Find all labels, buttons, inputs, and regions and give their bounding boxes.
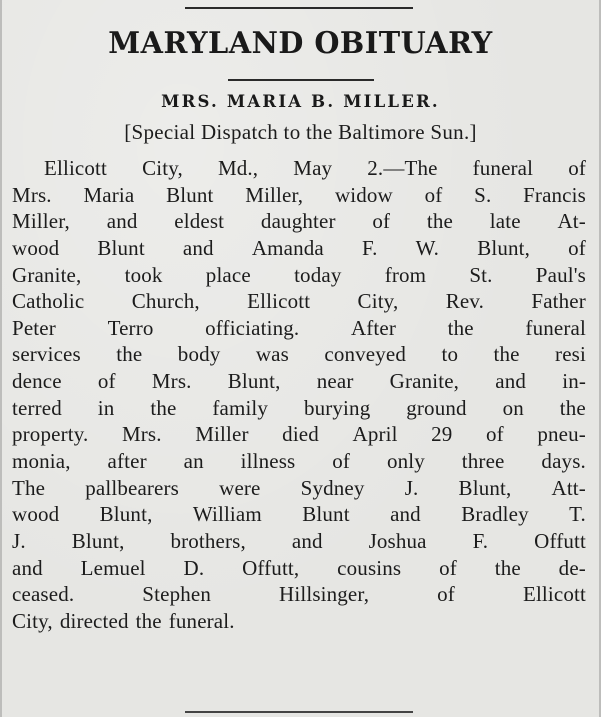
body-word: eldest	[174, 209, 225, 234]
body-word: William	[192, 502, 262, 527]
body-word: three	[461, 449, 505, 474]
body-line	[12, 581, 586, 608]
body-word: Lemuel	[80, 555, 146, 580]
body-word: of	[568, 156, 586, 180]
body-word: Catholic	[12, 289, 85, 314]
body-word: pneu-	[537, 422, 586, 447]
body-word: funeral.	[168, 608, 235, 633]
body-word: of	[372, 209, 391, 234]
body-word: and	[291, 528, 323, 553]
body-word: Father	[531, 289, 586, 314]
body-line	[12, 528, 586, 555]
body-word: took	[124, 262, 163, 287]
body-word: Ellicott	[522, 582, 586, 607]
body-word: Amanda	[251, 235, 324, 260]
body-word: directed	[59, 608, 129, 633]
body-word: Offutt	[534, 528, 586, 553]
body-word: family	[212, 395, 269, 420]
body-word: Mrs.	[121, 422, 162, 447]
body-word: Sydney	[300, 475, 365, 500]
body-word: St.	[469, 262, 493, 287]
body-word: Terro	[107, 315, 154, 340]
body-word: Offutt,	[242, 555, 300, 580]
body-word: Ellicott	[44, 156, 108, 180]
body-word: Miller	[195, 422, 249, 447]
body-word: illness	[240, 449, 296, 474]
top-rule	[185, 7, 413, 9]
body-word: were	[219, 475, 261, 500]
body-word: Blunt,	[227, 369, 281, 394]
body-line	[12, 395, 586, 422]
body-word: and	[495, 369, 527, 394]
obituary-subhead: MRS. MARIA B. MILLER.	[161, 92, 440, 111]
body-word: Mrs.	[151, 369, 192, 394]
body-word: Ellicott	[247, 289, 311, 314]
body-line	[12, 448, 586, 475]
body-word: near	[316, 369, 354, 394]
body-word: brothers,	[170, 528, 246, 553]
body-word: dence	[12, 369, 62, 394]
body-word: services	[12, 342, 81, 367]
body-line	[12, 501, 586, 528]
body-word: D.	[183, 555, 205, 580]
body-word: After	[350, 315, 396, 340]
body-word: the	[447, 315, 474, 340]
body-line	[12, 475, 586, 502]
article-body	[12, 155, 586, 635]
body-word: burying	[303, 395, 371, 420]
body-word: W.	[415, 235, 440, 260]
body-word: conveyed	[324, 342, 407, 367]
body-word: Blunt,	[99, 502, 153, 527]
body-word: Hillsinger,	[279, 582, 370, 607]
body-line	[12, 208, 586, 235]
body-word: City,	[357, 289, 399, 314]
body-word: days.	[541, 449, 586, 474]
body-word: of	[437, 582, 455, 607]
body-word: body	[177, 342, 221, 367]
body-word: Att-	[551, 475, 586, 500]
body-word: F.	[472, 528, 489, 553]
body-word: on	[502, 395, 524, 420]
body-word: Miller,	[12, 209, 70, 234]
body-word: of	[332, 449, 351, 474]
body-word: wood	[12, 502, 60, 527]
body-word: Francis	[523, 182, 586, 207]
body-word: J.	[12, 528, 26, 553]
dispatch-credit: [Special Dispatch to the Baltimore Sun.]	[124, 120, 477, 144]
body-word: of	[486, 422, 504, 447]
body-word: wood	[12, 235, 60, 260]
body-word: cousins	[337, 555, 402, 580]
body-word: of	[424, 182, 443, 207]
body-word: today	[294, 262, 342, 287]
body-word: Paul's	[535, 262, 586, 287]
body-word: place	[205, 262, 251, 287]
body-word: late	[489, 209, 521, 234]
body-word: the	[494, 555, 521, 580]
body-word: May	[293, 156, 333, 180]
body-word: The	[12, 475, 46, 500]
body-word: terred	[12, 395, 62, 420]
body-word: only	[386, 449, 425, 474]
body-word: Mrs.	[12, 182, 52, 207]
body-word: 2.—The	[367, 156, 438, 180]
body-word: died	[282, 422, 319, 447]
body-word: the	[135, 608, 162, 633]
body-word: Church,	[131, 289, 200, 314]
article-headline: MARYLAND OBITUARY	[108, 26, 493, 61]
body-word: in-	[562, 369, 586, 394]
body-word: officiating.	[205, 315, 300, 340]
body-word: 29	[431, 422, 453, 447]
body-word: the	[493, 342, 520, 367]
body-word: de-	[558, 555, 586, 580]
body-line	[12, 341, 586, 368]
body-word: T.	[569, 502, 586, 527]
body-word: At-	[557, 209, 586, 234]
body-word: Blunt,	[71, 528, 125, 553]
body-line	[12, 315, 586, 342]
body-word: an	[183, 449, 204, 474]
body-word: City,	[12, 608, 53, 633]
body-word: City,	[142, 156, 183, 180]
body-word: funeral	[525, 315, 586, 340]
body-word: J.	[404, 475, 419, 500]
body-word: to	[441, 342, 459, 367]
body-word: property.	[12, 422, 89, 447]
body-word: Granite,	[12, 262, 82, 287]
body-word: Joshua	[368, 528, 427, 553]
body-word: S.	[474, 182, 492, 207]
body-word: Stephen	[142, 582, 212, 607]
body-word: and	[390, 502, 421, 527]
body-word: daughter	[260, 209, 336, 234]
body-word: was	[255, 342, 289, 367]
body-word: the	[150, 395, 177, 420]
body-word: ceased.	[12, 582, 75, 607]
body-word: resi	[555, 342, 586, 367]
body-word: in	[97, 395, 115, 420]
body-word: the	[559, 395, 586, 420]
body-word: Blunt	[302, 502, 350, 527]
body-word: Blunt,	[477, 235, 531, 260]
body-word: Peter	[12, 315, 56, 340]
body-word: Md.,	[217, 156, 259, 180]
body-word: ground	[406, 395, 467, 420]
body-word: from	[384, 262, 427, 287]
bottom-rule	[185, 711, 413, 713]
body-line	[12, 555, 586, 582]
body-word: the	[116, 342, 143, 367]
body-word: the	[426, 209, 454, 234]
body-line	[12, 288, 586, 315]
body-word: Blunt,	[458, 475, 512, 500]
body-word: widow	[334, 182, 393, 207]
body-word: funeral	[472, 156, 534, 180]
body-word: and	[106, 209, 138, 234]
body-word: Maria	[83, 182, 135, 207]
body-line	[12, 421, 586, 448]
body-line	[12, 608, 586, 635]
body-word: F.	[361, 235, 378, 260]
body-word: Miller,	[245, 182, 304, 207]
body-word: Blunt	[97, 235, 145, 260]
body-word: of	[439, 555, 457, 580]
body-line	[12, 182, 586, 209]
body-word: Granite,	[389, 369, 460, 394]
body-word: and	[12, 555, 43, 580]
body-word: pallbearers	[85, 475, 179, 500]
body-word: of	[97, 369, 116, 394]
body-word: after	[107, 449, 147, 474]
body-line	[12, 155, 586, 182]
body-word: of	[568, 235, 586, 260]
body-line	[12, 368, 586, 395]
body-word: Bradley	[461, 502, 529, 527]
body-word: and	[182, 235, 214, 260]
headline-rule	[228, 79, 374, 81]
body-word: Rev.	[445, 289, 485, 314]
body-word: monia,	[12, 449, 71, 474]
body-line	[12, 262, 586, 289]
body-line	[12, 235, 586, 262]
body-word: April	[352, 422, 398, 447]
body-word: Blunt	[166, 182, 214, 207]
